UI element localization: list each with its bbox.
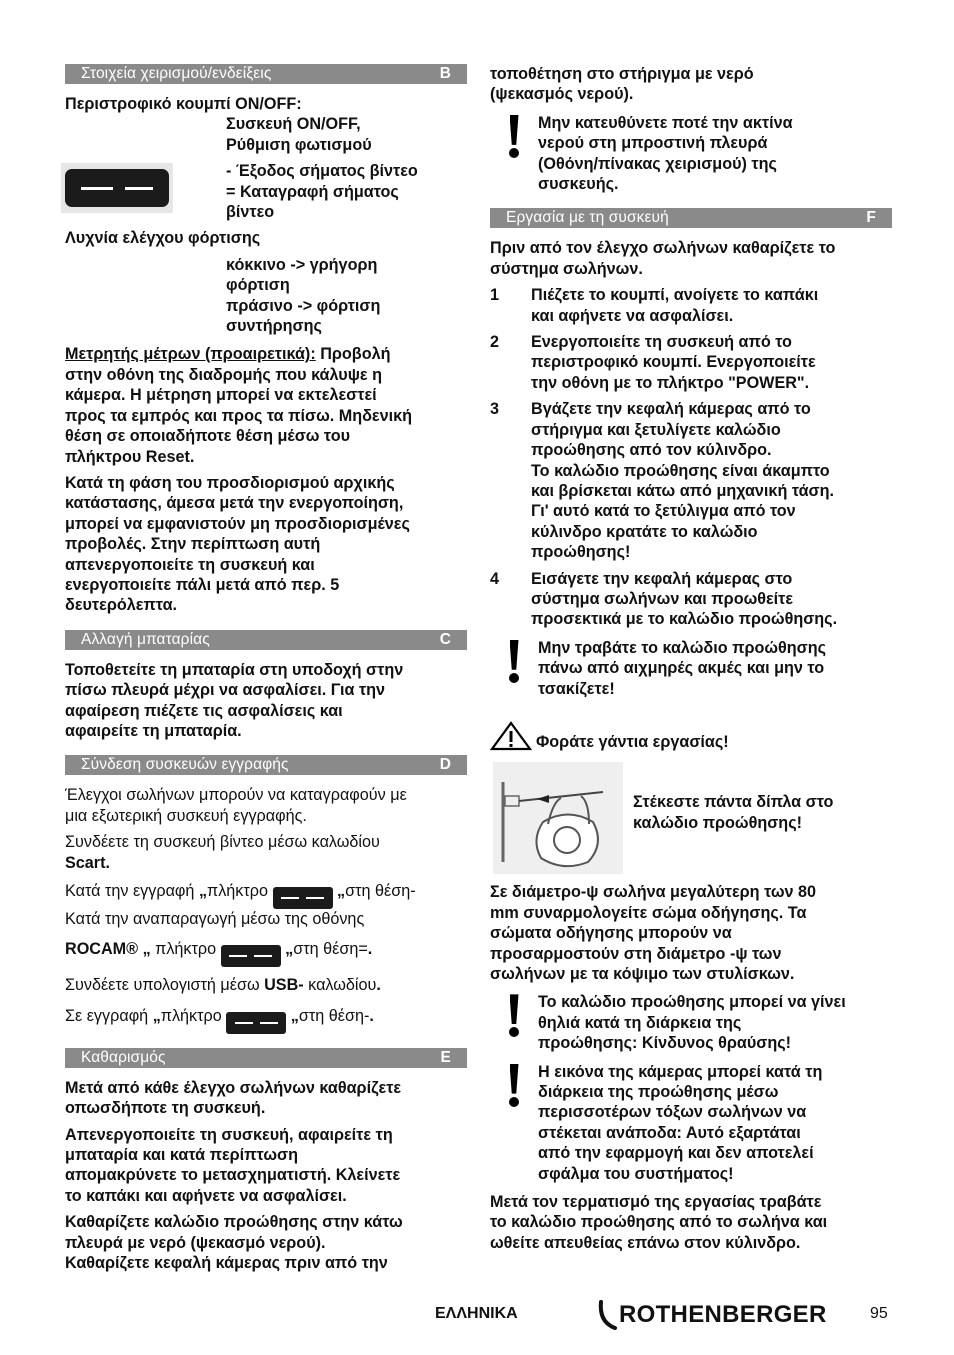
exclamation-icon <box>509 640 519 699</box>
knob-description: Περιστροφικό κουμπί ON/OFF: Συσκευή ON/OFF, Ρύθμιση φωτισμού <box>65 95 372 154</box>
step-3: 3 Βγάζετε την κεφαλή κάμερας από το στήριγμα και ξετυλίγετε καλώδιο προώθησης από τον κύλινδρο. Το καλώδιο προώθησης είναι άκαμπτο και βρίσκεται κάτω από μηχανική τάση. Γι' αυτό κατά το ξετύλιγμα από τον κύλινδρο κρατάτε το καλώδιο προώθησης! <box>490 400 835 562</box>
language-label: ΕΛΛΗΝΙΚΑ <box>435 1305 518 1322</box>
end-paragraph: Μετά τον τερματισμό της εργασίας τραβάτε το καλώδιο προώθησης από το σωλήνα και ωθείτε απευθείας επάνω στον κύλινδρο. <box>490 1193 828 1252</box>
section-header-e: Καθαρισμός E <box>65 1048 467 1068</box>
section-header-d: Σύνδεση συσκευών εγγραφής D <box>65 755 467 775</box>
left-column <box>65 64 467 1273</box>
section-header-b: Στοιχεία χειρισμού/ενδείξεις B <box>65 64 467 84</box>
init-paragraph: Κατά τη φάση του προσδιορισμού αρχικής κατάστασης, άμεσα μετά την ενεργοποίηση, μπορεί να εμφανιστούν μη προσδιορισμένες προβολές. Στην περίπτωση αυτή απενεργοποιείτε τη συσκευή και ενεργοποιείτε πάλι μετά από περ. 5 δευτερόλεπτα. <box>65 473 410 615</box>
battery-paragraph: Τοποθετείτε τη μπαταρία στη υποδοχή στην πίσω πλευρά μέχρι να ασφαλίσει. Για την αφαίρεση πιέζετε τις ασφαλίσεις και αφαιρείτε τη μπαταρία. <box>65 660 404 740</box>
section-header-c: Αλλαγή μπαταρίας C <box>65 630 467 650</box>
warning-sharp-edges: Μην τραβάτε το καλώδιο προώθησης πάνω από αιχμηρές ακμές και μην το τσακίζετε! <box>490 638 892 699</box>
switch-key-icon <box>221 945 281 967</box>
recording-section: Έλεγχοι σωλήνων μπορούν να καταγραφούν με μια εξωτερική συσκευή εγγραφής. Συνδέετε τη συσκευή βίντεο μέσω καλωδίου Scart. Κατά την εγγραφή „πλήκτρο „στη θέση- Κατά την αναπαραγωγή μέσω της οθόνης ROCAM® „ πλήκτρο „στη θέση=. Συνδέετε υπολογιστή μέσω USB- καλωδίου. Σε εγγραφή „πλήκτρο „στη θέση-. <box>65 785 467 1033</box>
exclamation-icon <box>509 994 519 1053</box>
charge-indicator-description: Λυχνία ελέγχου φόρτισης κόκκινο -> γρήγορη φόρτιση πράσινο -> φόρτιση συντήρησης <box>65 229 381 336</box>
section-header-f: Εργασία με τη συσκευή F <box>490 208 892 228</box>
step-2: 2 Ενεργοποιείτε τη συσκευή από το περιστροφικό κουμπί. Ενεργοποιείτε την οθόνη με το πλήκτρο "POWER". <box>490 333 816 392</box>
page-number: 95 <box>870 1305 888 1322</box>
stand-beside-figure: Στέκεστε πάντα δίπλα στο καλώδιο προώθησης! <box>490 762 892 874</box>
warning-loop: Το καλώδιο προώθησης μπορεί να γίνει θηλιά κατά τη διάρκεια της προώθησης: Κίνδυνος θραύσης! <box>490 992 892 1053</box>
switch-key-icon <box>226 1012 286 1034</box>
guide-body-paragraph: Σε διάμετρο-ψ σωλήνα μεγαλύτερη των 80 mm συναρμολογείτε σώμα οδήγησης. Τα σώματα οδήγησης μπορούν να προσαρμοστούν στη διάμετρο -ψ των σωλήνων με τα κόψιμο των στυλίσκων. <box>490 883 817 983</box>
work-intro: Πριν από τον έλεγχο σωλήνων καθαρίζετε το σύστημα σωλήνων. <box>490 239 836 278</box>
cleaning-section: Μετά από κάθε έλεγχο σωλήνων καθαρίζετε οπωσδήποτε τη συσκευή. Απενεργοποιείτε τη συσκευή, αφαιρείτε τη μπαταρία και κατά περίπτωση απομακρύνετε το μετασχηματιστή. Κλείνετε το καπάκι και αφήνετε να ασφαλίσει. Καθαρίζετε καλώδιο προώθησης στην κάτω πλευρά με νερό (ψεκασμό νερού). Καθαρίζετε κεφαλή κάμερας πριν από την <box>65 1078 403 1273</box>
brand-logo: ROTHENBERGER <box>597 1300 827 1330</box>
switch-key-icon <box>273 887 333 909</box>
warning-image-inverted: Η εικόνα της κάμερας μπορεί κατά τη διάρκεια της προώθησης μέσω περισσοτέρων τόξων σωλήνων να στέκεται ανάποδα: Αυτό εξαρτάται από την εφαρμογή και δεν αποτελεί σφάλμα του συστήματος! <box>490 1062 892 1184</box>
meter-counter-paragraph: Μετρητής μέτρων (προαιρετικά): Προβολή στην οθόνη της διαδρομής που κάλυψε η κάμερα. Η μέτρηση μπορεί να εκτελεστεί προς τα εμπρός και προς τα πίσω. Μηδενική θέση σε οποιαδήποτε θέση μέσω του πλήκτρου Reset. <box>65 345 413 466</box>
cleaning-continued: τοποθέτηση στο στήριγμα με νερό (ψεκασμός νερού). <box>490 65 754 104</box>
right-column <box>490 64 892 1253</box>
step-1: 1 Πιέζετε το κουμπί, ανοίγετε το καπάκι και αφήνετε να ασφαλίσει. <box>490 286 819 325</box>
warning-triangle-icon <box>490 721 532 751</box>
switch-description: - Έξοδος σήματος βίντεο = Καταγραφή σήματος βίντεο <box>65 161 467 222</box>
switch-key-image <box>61 163 173 213</box>
pipe-wrench-logo-icon <box>597 1300 619 1330</box>
exclamation-icon <box>509 115 519 195</box>
operator-illustration <box>493 762 623 874</box>
warning-water-jet: Μην κατευθύνετε ποτέ την ακτίνα νερού στη μπροστινή πλευρά (Οθόνη/πίνακας χειρισμού) της συσκευής. <box>490 113 892 195</box>
gloves-warning: Φοράτε γάντια εργασίας! <box>490 721 892 752</box>
page-footer <box>0 1300 954 1330</box>
step-4: 4 Εισάγετε την κεφαλή κάμερας στο σύστημα σωλήνων και προωθείτε προσεκτικά με το καλώδιο προώθησης. <box>490 569 838 629</box>
exclamation-icon <box>509 1064 519 1184</box>
